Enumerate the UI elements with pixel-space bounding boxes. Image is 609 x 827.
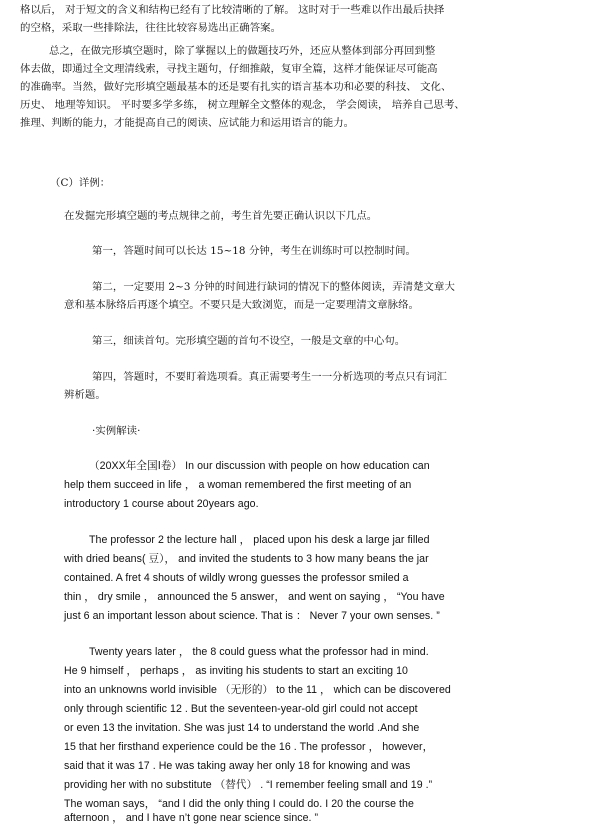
passage-p2-line-2: with dried beans( 豆）， and invited the students to 3 how many beans the jar: [64, 553, 429, 565]
conclusion-line-4: 历史、 地理等知识。 平时要多学多练， 树立理解全文整体的观念， 学会阅读， 培养自己思考、: [20, 99, 465, 111]
passage-p3-line-10: afternoon ， and I have n’t gone near science since. ”: [64, 812, 319, 824]
point-2-line-1: 第二，一定要用 2~3 分钟的时间进行缺词的情况下的整体阅读，弄清楚文章大: [92, 281, 455, 293]
passage-p3-line-8: providing her with no substitute （替代） . “I remember feeling small and 19 .”: [64, 779, 433, 791]
intro-line-1: 格以后， 对于短文的含义和结构已经有了比较清晰的了解。 这时对于一些难以作出最后抉择: [20, 4, 445, 16]
conclusion-line-5: 推理、判断的能力，才能提高自己的阅读、应试能力和运用语言的能力。: [20, 117, 355, 129]
passage-p3-line-5: or even 13 the invitation. She was just 14 to understand the world .And she: [64, 722, 420, 734]
section-c-heading: （C）详例：: [50, 177, 111, 189]
passage-p3-line-2: He 9 himself ， perhaps ， as inviting his students to start an exciting 10: [64, 665, 408, 677]
conclusion-line-3: 的准确率。当然，做好完形填空题最基本的还是要有扎实的语言基本功和必要的科技、 文化、: [20, 81, 452, 93]
section-c-lead: 在发掘完形填空题的考点规律之前，考生首先要正确认识以下几点。: [64, 210, 378, 222]
point-3: 第三，细读首句。完形填空题的首句不设空，一般是文章的中心句。: [92, 335, 406, 347]
intro-line-2: 的空格，采取一些排除法，往往比较容易选出正确答案。: [20, 22, 282, 34]
point-4-line-2: 辨析题。: [64, 389, 106, 401]
passage-p3-line-1: Twenty years later ， the 8 could guess what the professor had in mind.: [89, 646, 429, 658]
passage-p2-line-4: thin ， dry smile ， announced the 5 answer， and went on saying ， “You have: [64, 591, 445, 603]
passage-p2-line-5: just 6 an important lesson about science. That is ： Never 7 your own senses. ”: [64, 610, 440, 622]
passage-p3-line-6: 15 that her firsthand experience could be the 16 . The professor ， however，: [64, 741, 434, 753]
passage-p3-line-3: into an unknowns world invisible （无形的） to the 11 ， which can be discovered: [64, 684, 451, 696]
point-1: 第一，答题时间可以长达 15~18 分钟，考生在训练时可以控制时间。: [92, 245, 416, 257]
example-heading: ·实例解读·: [92, 425, 141, 437]
passage-p1-line-3: introductory 1 course about 20years ago.: [64, 498, 259, 510]
passage-p3-line-9: The woman says， “and I did the only thing I could do. I 20 the course the: [64, 798, 414, 810]
passage-p3-line-4: only through scientific 12 . But the seventeen-year-old girl could not accept: [64, 703, 418, 715]
point-4-line-1: 第四，答题时，不要盯着选项看。真正需要考生一一分析选项的考点只有词汇: [92, 371, 447, 383]
passage-p2-line-3: contained. A fret 4 shouts of wildly wrong guesses the professor smiled a: [64, 572, 409, 584]
passage-p1-line-2: help them succeed in life ， a woman remembered the first meeting of an: [64, 479, 412, 491]
point-2-line-2: 意和基本脉络后再逐个填空。不要只是大致浏览，而是一定要理清文章脉络。: [64, 299, 419, 311]
passage-p2-line-1: The professor 2 the lecture hall ， placed upon his desk a large jar filled: [89, 534, 430, 546]
conclusion-line-1: 总之，在做完形填空题时，除了掌握以上的做题技巧外，还应从整体到部分再回到整: [49, 45, 436, 57]
passage-p3-line-7: said that it was 17 . He was taking away her only 18 for knowing and was: [64, 760, 411, 772]
passage-p1-line-1: （20XX年全国Ⅰ卷） In our discussion with people on how education can: [89, 460, 430, 472]
conclusion-line-2: 体去做，即通过全文理清线索，寻找主题句，仔细推敲，复审全篇，这样才能保证尽可能高: [20, 63, 438, 75]
